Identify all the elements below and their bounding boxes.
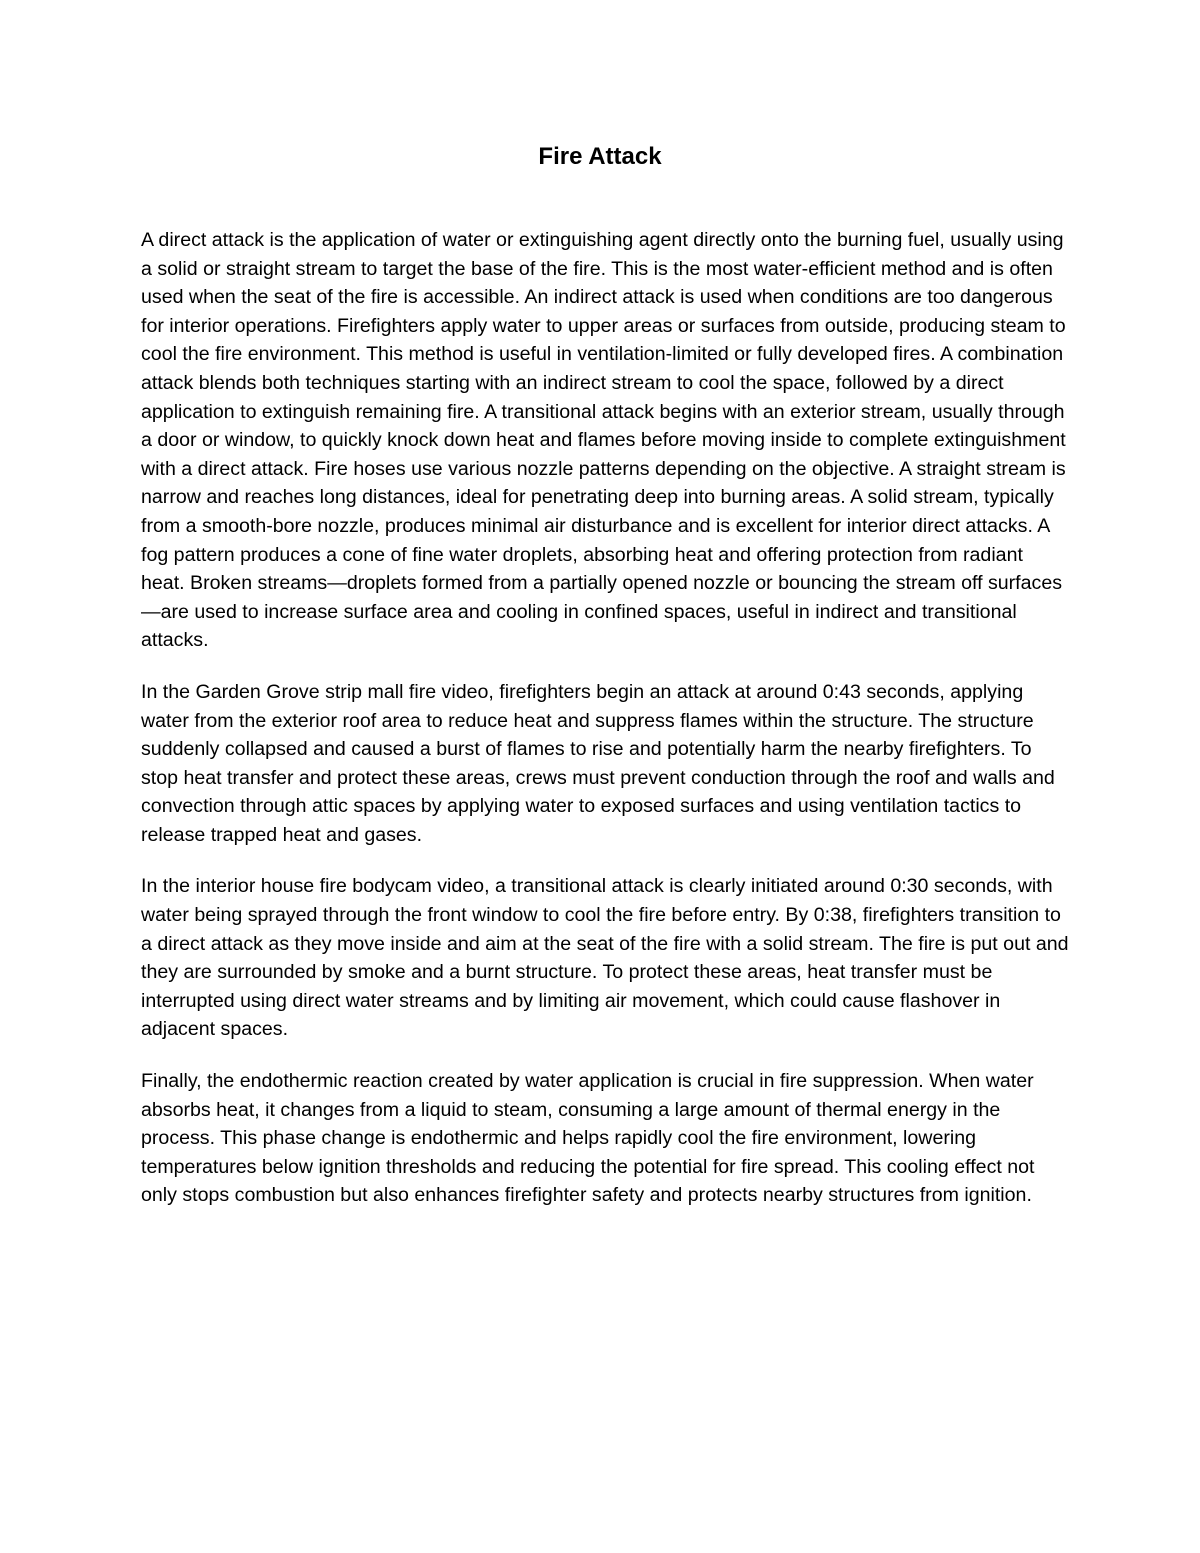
paragraph-strip-mall-video: In the Garden Grove strip mall fire video, firefighters begin an attack at around 0:43 seconds, applying water from the exterior roof area to reduce heat and suppress flames within the structure. The structure suddenly collapsed and caused a burst of flames to rise and potentially harm the nearby firefighters. To stop heat transfer and protect these areas, crews must prevent conduction through the roof and walls and convection through attic spaces by applying water to exposed surfaces and using ventilation tactics to release trapped heat and gases. — [141, 680, 1055, 846]
paragraph-fire-attack-methods: A direct attack is the application of water or extinguishing agent directly onto the burning fuel, usually using a solid or straight stream to target the base of the fire. This is the most water-efficient method and is often used when the seat of the fire is accessible. An indirect attack is used when conditions are too dangerous for interior operations. Firefighters apply water to upper areas or surfaces from outside, producing steam to cool the fire environment. This method is useful in ventilation-limited or fully developed fires. A combination attack blends both techniques starting with an indirect stream to cool the space, followed by a direct application to extinguish remaining fire. A transitional attack begins with an exterior stream, usually through a door or window, to quickly knock down heat and flames before moving inside to complete extinguishment with a direct attack. Fire hoses use various nozzle patterns depending on the objective. A straight stream is narrow and reaches long distances, ideal for penetrating deep into burning areas. A solid stream, typically from a smooth-bore nozzle, produces minimal air disturbance and is excellent for interior direct attacks. A fog pattern produces a cone of fine water droplets, absorbing heat and offering protection from radiant heat. Broken streams—droplets formed from a partially opened nozzle or bouncing the stream off surfaces—are used to increase surface area and cooling in confined spaces, useful in indirect and transitional attacks. — [141, 229, 1066, 652]
document-title: Fire Attack — [538, 143, 662, 170]
document-body — [141, 226, 1071, 1210]
paragraph-bodycam-video: In the interior house fire bodycam video, a transitional attack is clearly initiated around 0:30 seconds, with water being sprayed through the front window to cool the fire before entry. By 0:38, firefighters transition to a direct attack as they move inside and aim at the seat of the fire with a solid stream. The fire is put out and they are surrounded by smoke and a burnt structure. To protect these areas, heat transfer must be interrupted using direct water streams and by limiting air movement, which could cause flashover in adjacent spaces. — [141, 875, 1069, 1041]
paragraph-endothermic-reaction: Finally, the endothermic reaction created by water application is crucial in fire suppression. When water absorbs heat, it changes from a liquid to steam, consuming a large amount of thermal energy in the process. This phase change is endothermic and helps rapidly cool the fire environment, lowering temperatures below ignition thresholds and reducing the potential for fire spread. This cooling effect not only stops combustion but also enhances firefighter safety and protects nearby structures from ignition. — [141, 1070, 1035, 1207]
